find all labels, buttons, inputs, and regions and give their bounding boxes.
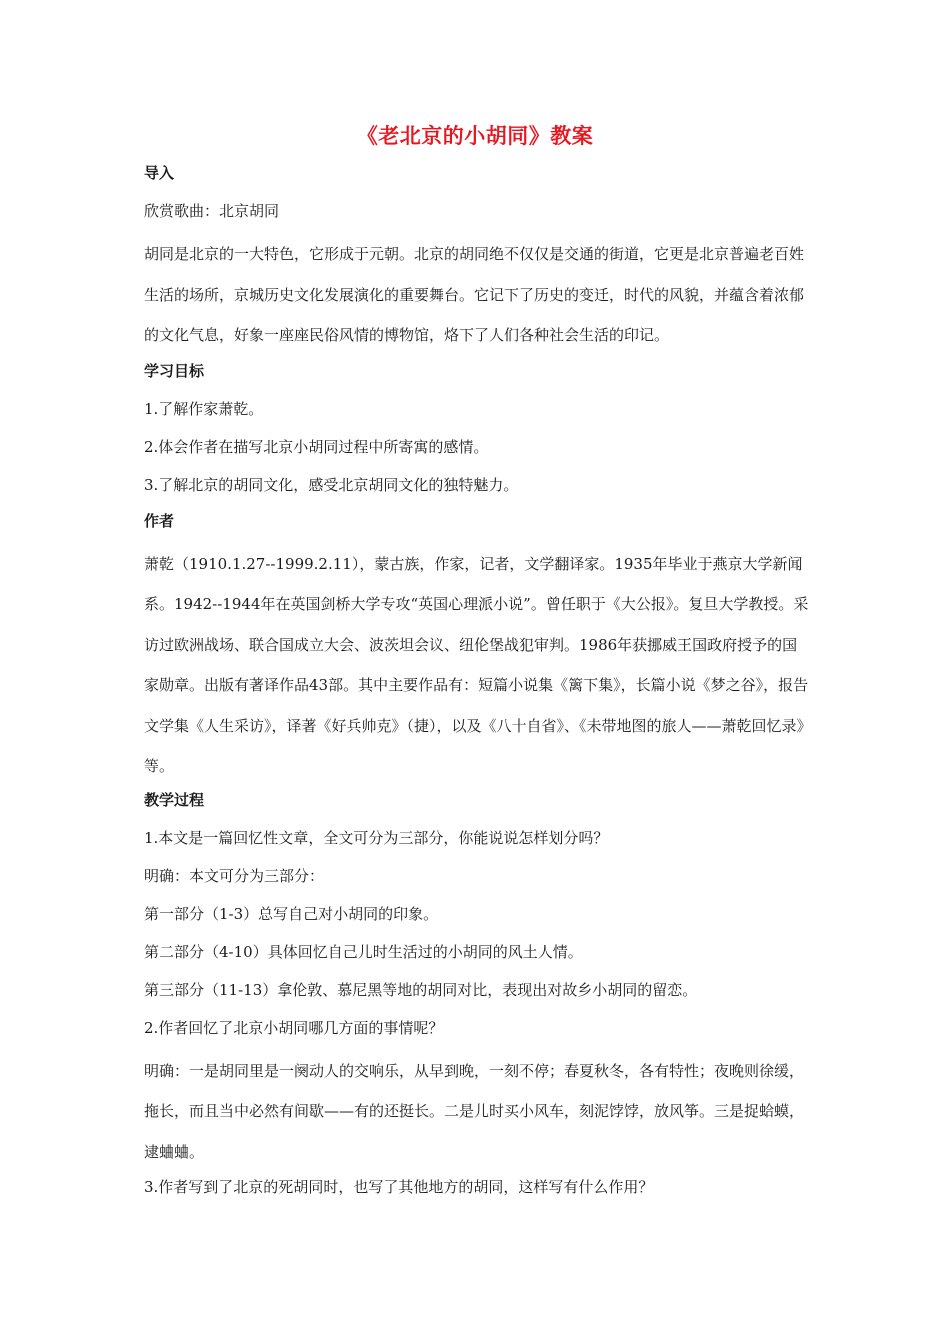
- process-part-3: 第三部分（11-13）拿伦敦、慕尼黑等地的胡同对比，表现出对故乡小胡同的留恋。: [144, 980, 698, 999]
- process-question-1: 1.本文是一篇回忆性文章，全文可分为三部分，你能说说怎样划分吗？: [144, 828, 609, 847]
- goal-item-1: 1.了解作家萧乾。: [144, 399, 264, 418]
- goal-item-3: 3.了解北京的胡同文化，感受北京胡同文化的独特魅力。: [144, 475, 519, 494]
- goal-item-2: 2.体会作者在描写北京小胡同过程中所寄寓的感情。: [144, 437, 489, 456]
- process-part-2: 第二部分（4-10）具体回忆自己儿时生活过的小胡同的风土人情。: [144, 942, 583, 961]
- process-question-3: 3.作者写到了北京的死胡同时，也写了其他地方的胡同，这样写有什么作用？: [144, 1178, 654, 1196]
- intro-song: 欣赏歌曲：北京胡同: [144, 202, 280, 220]
- process-answer-2: 明确：一是胡同里是一阕动人的交响乐，从早到晚，一刻不停；春夏秋冬，各有特性；夜晚则徐缓，拖长，而且当中必然有间歇——有的还挺长。二是儿时买小风车，刻泥饽饽，放风筝。三是捉蛤蟆，逮蛐蛐。: [144, 1061, 805, 1161]
- section-heading-process: 教学过程: [144, 790, 205, 809]
- process-answer-1: 明确：本文可分为三部分：: [144, 866, 325, 885]
- section-heading-author: 作者: [144, 511, 175, 530]
- document-body: [144, 160, 812, 1210]
- section-heading-goals: 学习目标: [144, 361, 205, 380]
- process-question-2: 2.作者回忆了北京小胡同哪几方面的事情呢？: [144, 1018, 444, 1037]
- process-part-1: 第一部分（1-3）总写自己对小胡同的印象。: [144, 904, 439, 923]
- author-paragraph: 萧乾（1910.1.27--1999.2.11），蒙古族，作家，记者，文学翻译家。1935年毕业于燕京大学新闻系。1942--1944年在英国剑桥大学专攻“英国心理派小说”。曾任职于《大公报》。复旦大学教授。采访过欧洲战场、联合国成立大会、波茨坦会议、纽伦堡战犯审判。1986年获挪威王国政府授予的国家勋章。出版有著译作品43部。其中主要作品有：短篇小说集《篱下集》，长篇小说《梦之谷》，报告文学集《人生采访》，译著《好兵帅克》（捷），以及《八十自省》、《未带地图的旅人——萧乾回忆录》等。: [144, 554, 812, 775]
- document-title: 《老北京的小胡同》教案: [356, 124, 594, 148]
- intro-paragraph: 胡同是北京的一大特色，它形成于元朝。北京的胡同绝不仅仅是交通的街道，它更是北京普遍老百姓生活的场所，京城历史文化发展演化的重要舞台。它记下了历史的变迁，时代的风貌，并蕴含着浓郁的文化气息，好象一座座民俗风情的博物馆，烙下了人们各种社会生活的印记。: [144, 245, 805, 344]
- section-heading-intro: 导入: [144, 164, 175, 182]
